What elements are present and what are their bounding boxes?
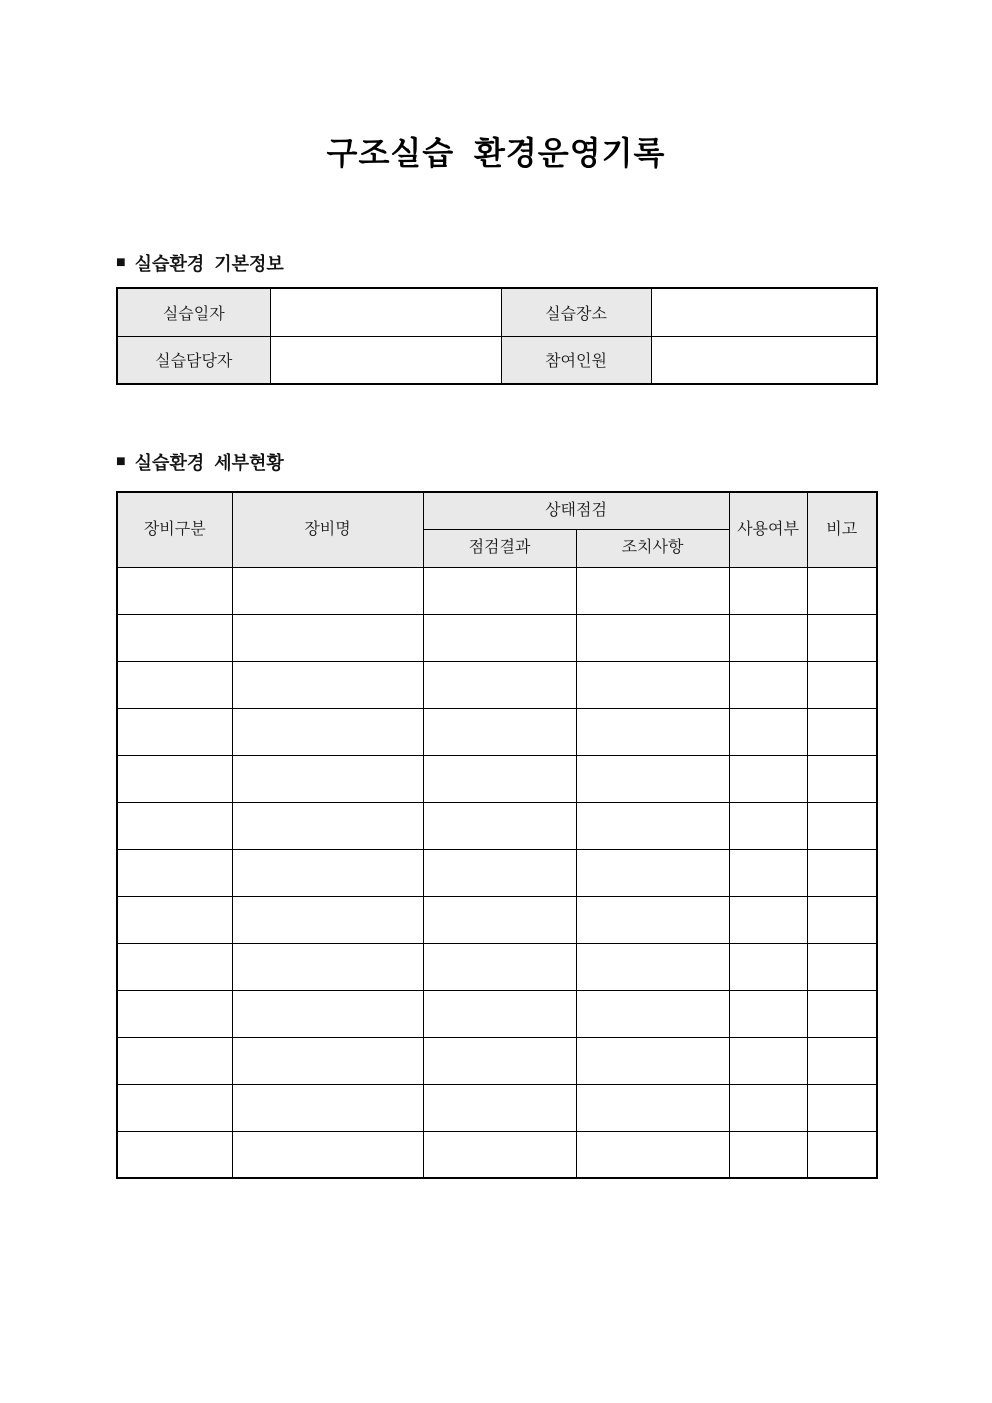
detail-table-empty-row [117, 1037, 877, 1084]
section-bullet-icon: ■ [116, 453, 126, 470]
empty-cell [729, 661, 807, 708]
empty-cell [729, 849, 807, 896]
empty-cell [576, 1037, 729, 1084]
detail-table-empty-row [117, 896, 877, 943]
column-header-usage: 사용여부 [729, 492, 807, 567]
empty-cell [117, 755, 232, 802]
empty-cell [807, 990, 877, 1037]
empty-cell [117, 708, 232, 755]
empty-cell [807, 1084, 877, 1131]
empty-cell [576, 567, 729, 614]
empty-cell [576, 614, 729, 661]
detail-table-empty-row [117, 943, 877, 990]
empty-cell [729, 990, 807, 1037]
empty-cell [232, 1037, 423, 1084]
column-header-check-result: 점검결과 [423, 529, 576, 567]
empty-cell [807, 1037, 877, 1084]
empty-cell [576, 755, 729, 802]
label-cell-practice-place: 실습장소 [501, 288, 651, 336]
empty-cell [729, 802, 807, 849]
detail-table-empty-row [117, 849, 877, 896]
section-header-basic-info [116, 252, 876, 276]
empty-cell [117, 1037, 232, 1084]
empty-cell [232, 567, 423, 614]
empty-cell [117, 896, 232, 943]
detail-table-empty-row [117, 567, 877, 614]
empty-cell [423, 990, 576, 1037]
empty-cell [117, 943, 232, 990]
empty-cell [576, 990, 729, 1037]
empty-cell [232, 661, 423, 708]
empty-cell [232, 614, 423, 661]
empty-cell [729, 896, 807, 943]
empty-cell [729, 1037, 807, 1084]
empty-cell [423, 802, 576, 849]
detail-table-body [117, 567, 877, 1178]
empty-cell [232, 990, 423, 1037]
empty-cell [807, 1131, 877, 1178]
empty-cell [729, 708, 807, 755]
empty-cell [423, 661, 576, 708]
column-header-action-taken: 조치사항 [576, 529, 729, 567]
empty-cell [423, 896, 576, 943]
table-row [117, 288, 877, 336]
detail-table-empty-row [117, 708, 877, 755]
empty-cell [729, 614, 807, 661]
empty-cell [232, 849, 423, 896]
empty-cell [117, 1131, 232, 1178]
empty-cell [117, 849, 232, 896]
empty-cell [807, 896, 877, 943]
detail-table-empty-row [117, 614, 877, 661]
section-header-detail-status [116, 451, 876, 475]
basic-info-table [116, 287, 878, 385]
empty-cell [423, 567, 576, 614]
empty-cell [576, 1084, 729, 1131]
detail-table-header-row-1 [117, 492, 877, 529]
empty-cell [232, 896, 423, 943]
empty-cell [576, 896, 729, 943]
empty-cell [807, 943, 877, 990]
empty-cell [729, 1084, 807, 1131]
empty-cell [232, 802, 423, 849]
empty-cell [423, 1084, 576, 1131]
empty-cell [576, 943, 729, 990]
value-cell-person-in-charge [270, 336, 501, 384]
empty-cell [423, 943, 576, 990]
section-label-detail-status: 실습환경 세부현황 [134, 453, 284, 473]
empty-cell [423, 849, 576, 896]
label-cell-person-in-charge: 실습담당자 [117, 336, 270, 384]
empty-cell [117, 1084, 232, 1131]
column-header-equipment-category: 장비구분 [117, 492, 232, 567]
empty-cell [423, 755, 576, 802]
detail-table-empty-row [117, 802, 877, 849]
document-title: 구조실습 환경운영기록 [326, 135, 666, 171]
empty-cell [729, 1131, 807, 1178]
label-cell-practice-date: 실습일자 [117, 288, 270, 336]
table-row [117, 336, 877, 384]
empty-cell [117, 567, 232, 614]
empty-cell [576, 802, 729, 849]
section-label-basic-info: 실습환경 기본정보 [134, 254, 284, 274]
empty-cell [576, 708, 729, 755]
empty-cell [576, 849, 729, 896]
empty-cell [807, 567, 877, 614]
empty-cell [423, 1131, 576, 1178]
detail-status-table [116, 491, 878, 1179]
empty-cell [423, 708, 576, 755]
empty-cell [807, 755, 877, 802]
empty-cell [117, 614, 232, 661]
detail-table-empty-row [117, 661, 877, 708]
empty-cell [232, 943, 423, 990]
column-header-status-check: 상태점검 [423, 492, 729, 529]
value-cell-participants [651, 336, 877, 384]
empty-cell [576, 661, 729, 708]
value-cell-practice-place [651, 288, 877, 336]
empty-cell [117, 802, 232, 849]
empty-cell [729, 943, 807, 990]
empty-cell [729, 755, 807, 802]
section-bullet-icon: ■ [116, 254, 126, 271]
empty-cell [232, 755, 423, 802]
empty-cell [729, 567, 807, 614]
empty-cell [807, 802, 877, 849]
empty-cell [423, 614, 576, 661]
empty-cell [232, 1084, 423, 1131]
empty-cell [807, 661, 877, 708]
empty-cell [232, 1131, 423, 1178]
column-header-equipment-name: 장비명 [232, 492, 423, 567]
empty-cell [117, 990, 232, 1037]
empty-cell [232, 708, 423, 755]
label-cell-participants: 참여인원 [501, 336, 651, 384]
empty-cell [807, 849, 877, 896]
detail-table-empty-row [117, 990, 877, 1037]
value-cell-practice-date [270, 288, 501, 336]
detail-table-empty-row [117, 1084, 877, 1131]
empty-cell [807, 708, 877, 755]
detail-table-empty-row [117, 1131, 877, 1178]
detail-table-empty-row [117, 755, 877, 802]
empty-cell [576, 1131, 729, 1178]
column-header-remarks: 비고 [807, 492, 877, 567]
empty-cell [807, 614, 877, 661]
empty-cell [423, 1037, 576, 1084]
empty-cell [117, 661, 232, 708]
